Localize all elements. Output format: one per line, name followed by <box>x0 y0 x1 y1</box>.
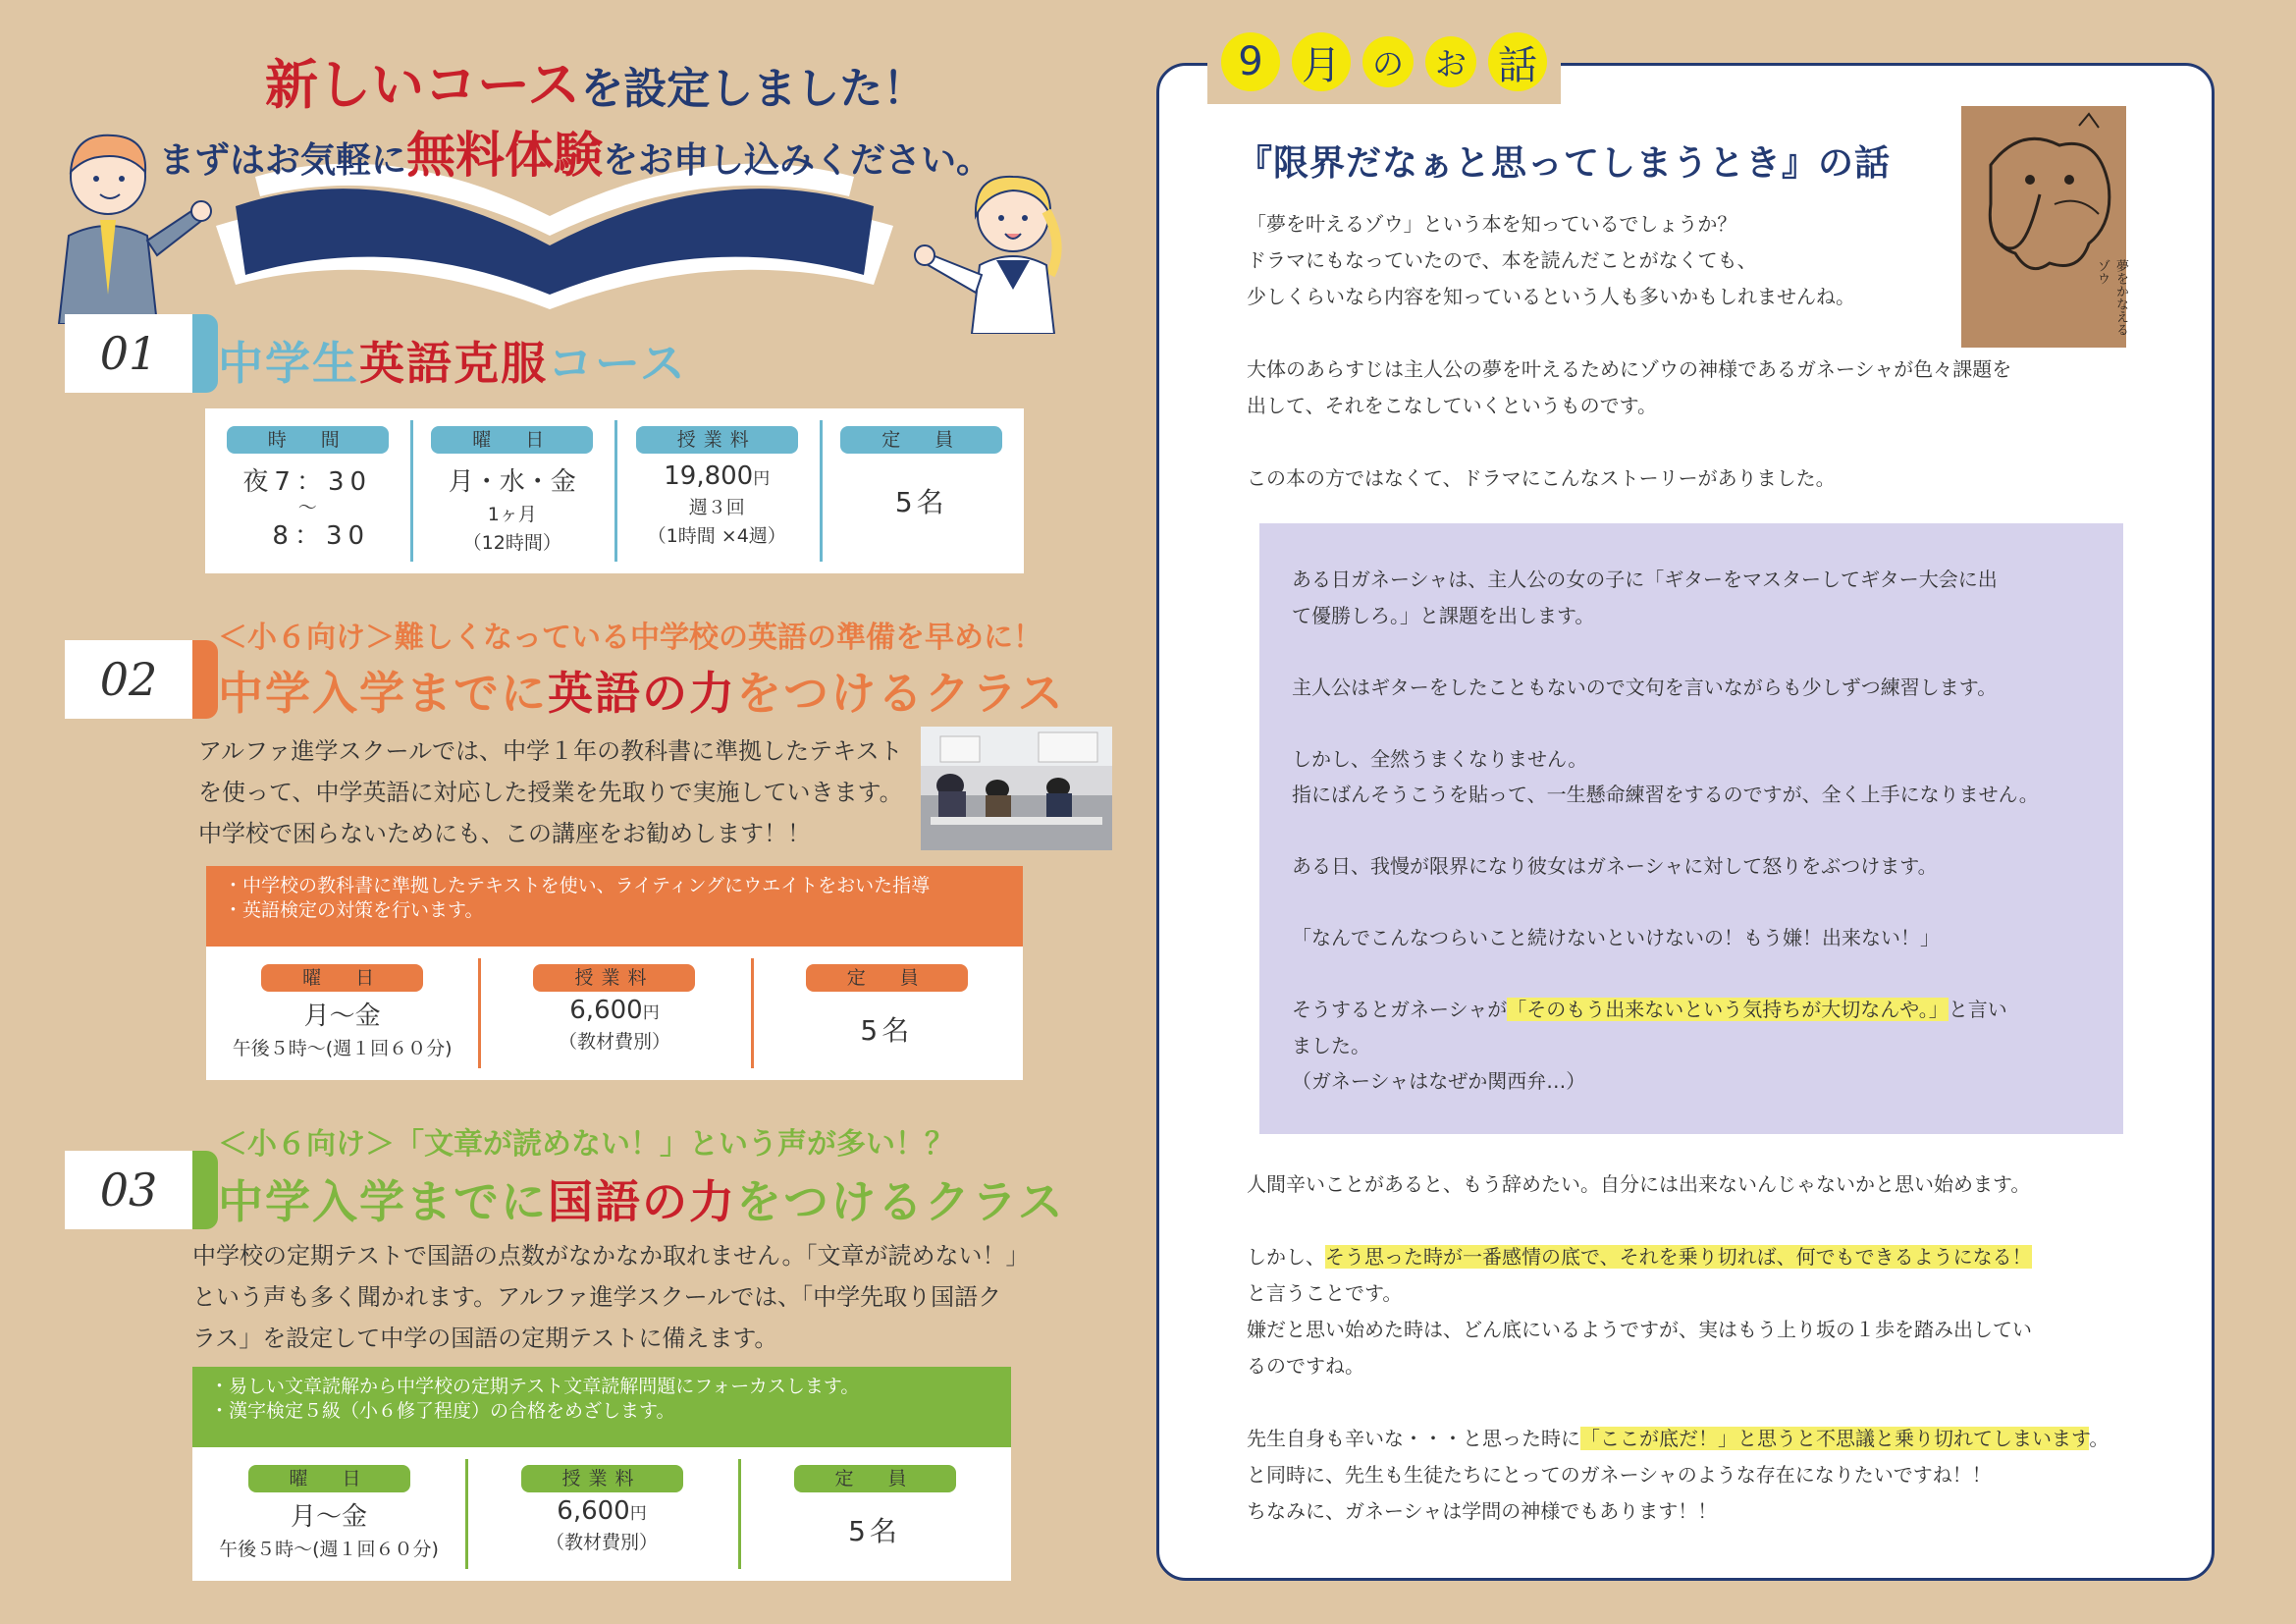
course-number-01: 01 <box>65 314 192 393</box>
info-value: 月〜金 <box>290 1502 367 1532</box>
headline-free-trial-emphasis: 無料体験 <box>406 127 604 184</box>
tab-char: の <box>1362 36 1414 87</box>
course-features-03: ・易しい文章読解から中学校の定期テスト文章読解問題にフォーカスします。 ・漢字検定５級（小６修了程度）の合格をめざします。 <box>192 1367 1011 1447</box>
tab-char: 9 <box>1221 32 1280 91</box>
course-tab-03 <box>192 1151 218 1229</box>
info-sub: （12時間） <box>462 532 561 554</box>
info-label: 曜 日 <box>431 426 593 454</box>
info-col-fee <box>465 1447 738 1581</box>
course-subtitle-02: ＜小６向け＞難しくなっている中学校の英語の準備を早めに！ <box>218 621 1042 655</box>
info-value: 6,600円 <box>557 1496 647 1526</box>
info-value: 月〜金 <box>303 1001 381 1031</box>
course-title-02: 中学入学までに英語の力をつけるクラス <box>218 667 1065 720</box>
info-label: 定 員 <box>794 1465 956 1492</box>
course-description-02: アルファ進学スクールでは、中学１年の教科書に準拠したテキスト を使って、中学英語に対応した授業を先取りで実施していきます。 中学校で困らないためにも、この講座をお勧めします！！ <box>198 737 903 847</box>
headline-free-trial: まずはお気軽に無料体験をお申し込みください。 <box>159 127 992 184</box>
info-col-days <box>192 1447 465 1581</box>
info-label: 定 員 <box>806 964 968 992</box>
course-title-03: 中学入学までに国語の力をつけるクラス <box>218 1175 1065 1228</box>
story-conclusion: 人間辛いことがあると、もう辞めたい。自分には出来ないんじゃないかと思い始めます。 しかし、そう思った時が一番感情の底で、それを乗り切れば、何でもできるようになる！ と言うことです。 嫌だと思い始めた時は、どん底にいるようですが、実はもう上り坂の１歩を踏み出してい るのですね。 先生自身も辛いな・・・と思った時に「ここが底だ！」と思うと不思議と乗り切れてしまいます。 と同時に、先生も生徒たちにとってのガネーシャのような存在になりたいですね！！ ちなみに、ガネーシャは学問の神様でもあります！！ <box>1247 1172 2109 1523</box>
drama-story-text: ある日ガネーシャは、主人公の女の子に「ギターをマスターしてギター大会に出 て優勝しろ。」と課題を出します。 主人公はギターをしたこともないので文句を言いながらも少しずつ練習します。 しかし、全然うまくなりません。 指にばんそうこうを貼って、一生懸命練習をするのですが、全く上手になりません。 ある日、我慢が限界になり彼女はガネーシャに対して怒りをぶつけます。 「なんでこんなつらいこと続けないといけないの！もう嫌！出来ない！」 そうするとガネーシャが「そのもう出来ないという気持ちが大切なんや。」と言い ました。 （ガネーシャはなぜか関西弁…） <box>1292 568 2039 1093</box>
book-cover-title: 夢をかなえるゾウ <box>2095 259 2128 336</box>
course-number-03: 03 <box>65 1151 192 1229</box>
course-description-03: 中学校の定期テストで国語の点数がなかなか取れません。「文章が読めない！」 という声も多く聞かれます。アルファ進学スクールでは、「中学先取り国語ク ラス」を設定して中学の国語の定期テストに備えます。 <box>192 1242 1030 1352</box>
highlight-quote: 「そのもう出来ないという気持ちが大切なんや。」 <box>1507 998 1949 1021</box>
info-label: 曜 日 <box>261 964 423 992</box>
info-value: 8：30 <box>272 521 371 551</box>
course-tab-02 <box>192 640 218 719</box>
info-col-capacity <box>738 1447 1011 1581</box>
tab-char: 月 <box>1292 32 1351 91</box>
info-sub: （教材費別） <box>558 1031 670 1053</box>
info-label: 授業料 <box>533 964 695 992</box>
info-label: 定 員 <box>840 426 1002 454</box>
course-info-table-03 <box>192 1447 1011 1581</box>
info-sub: （1時間 ×4週） <box>647 525 786 547</box>
info-col-fee <box>614 408 820 573</box>
info-label: 時 間 <box>227 426 389 454</box>
info-sub: 1ヶ月 <box>487 504 537 525</box>
info-col-capacity <box>820 408 1025 573</box>
highlight-teacher: 「ここが底だ！」と思うと不思議と乗り切れてしまいます <box>1580 1427 2090 1450</box>
course-title-01: 中学生英語克服コース <box>218 337 687 390</box>
tab-char: 話 <box>1488 32 1547 91</box>
info-col-time <box>205 408 410 573</box>
course-tab-01 <box>192 314 218 393</box>
tab-char: お <box>1425 36 1476 87</box>
info-value: 月・水・金 <box>448 467 576 497</box>
info-label: 曜 日 <box>248 1465 410 1492</box>
info-sub: （教材費別） <box>545 1532 658 1553</box>
course-features-02: ・中学校の教科書に準拠したテキストを使い、ライティングにウエイトをおいた指導 ・英語検定の対策を行います。 <box>206 866 1023 947</box>
info-value: 夜7：30 <box>242 467 373 497</box>
course-info-table-02 <box>206 947 1023 1080</box>
info-sub: 週３回 <box>688 497 745 518</box>
info-col-fee <box>478 947 750 1080</box>
story-intro: 「夢を叶えるゾウ」という本を知っているでしょうか？ ドラマにもなっていたので、本を読んだことがなくても、 少しくらいなら内容を知っているという人も多いかもしれませんね。 大体のあらすじは主人公の夢を叶えるためにゾウの神様であるガネーシャが色々課題を 出して、それをこなしていくというものです。 この本の方ではなくて、ドラマにこんなストーリーがありました。 <box>1247 212 2012 490</box>
info-col-days <box>206 947 478 1080</box>
info-col-capacity <box>751 947 1023 1080</box>
course-number-02: 02 <box>65 640 192 719</box>
info-label: 授業料 <box>521 1465 683 1492</box>
info-value: 5名 <box>860 1014 914 1047</box>
info-sub: 午後５時〜(週１回６０分) <box>219 1539 439 1560</box>
info-value: 19,800円 <box>664 461 771 491</box>
info-value: 5名 <box>894 486 948 518</box>
info-value: 5名 <box>848 1515 901 1547</box>
info-col-days <box>410 408 615 573</box>
headline-new-course-emphasis: 新しいコース <box>265 54 581 116</box>
classroom-photo <box>921 727 1112 850</box>
info-sub: 午後５時〜(週１回６０分) <box>232 1038 453 1059</box>
highlight-lesson: そう思った時が一番感情の底で、それを乗り切れば、何でもできるようになる！ <box>1325 1245 2032 1269</box>
course-info-table-01 <box>205 408 1024 573</box>
info-tilde: 〜 <box>297 497 317 518</box>
headline-new-course: 新しいコースを設定しました！ <box>265 54 927 116</box>
info-label: 授業料 <box>636 426 798 454</box>
story-title: 『限界だなぁと思ってしまうとき』の話 <box>1237 143 1892 184</box>
info-value: 6,600円 <box>569 996 660 1025</box>
september-story-tab <box>1207 20 1561 104</box>
course-subtitle-03: ＜小６向け＞「文章が読めない！」という声が多い！？ <box>218 1127 954 1162</box>
